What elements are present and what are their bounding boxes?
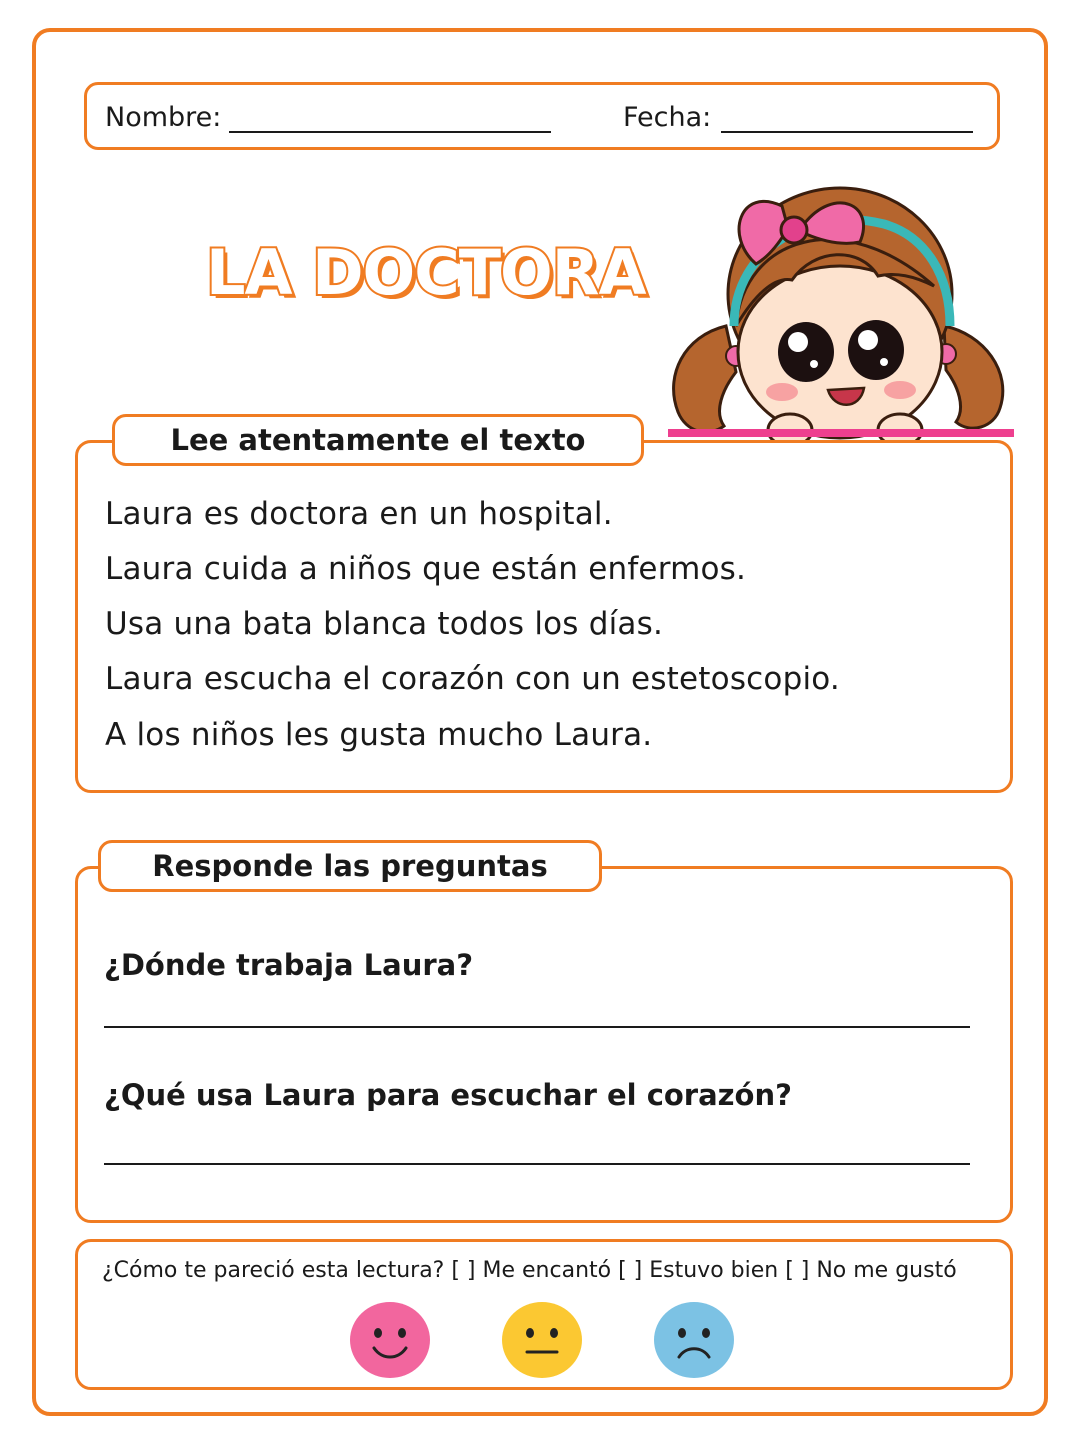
- questions-box: [75, 866, 1013, 1223]
- answer-line-2[interactable]: [104, 1163, 970, 1165]
- sad-face-icon[interactable]: [654, 1302, 734, 1378]
- questions-tab: Responde las preguntas: [98, 840, 602, 892]
- neutral-face-icon[interactable]: [502, 1302, 582, 1378]
- name-date-box: [84, 82, 1000, 150]
- date-field[interactable]: [721, 131, 973, 133]
- reading-tab: Lee atentamente el texto: [112, 414, 644, 466]
- reading-line: Usa una bata blanca todos los días.: [105, 606, 663, 642]
- date-label: Fecha:: [623, 102, 712, 133]
- worksheet-title: LA DOCTORA: [206, 236, 646, 309]
- reading-line: Laura escucha el corazón con un estetoscopio.: [105, 661, 840, 697]
- question-2: ¿Qué usa Laura para escuchar el corazón?: [104, 1078, 792, 1112]
- happy-face-icon[interactable]: [350, 1302, 430, 1378]
- answer-line-1[interactable]: [104, 1026, 970, 1028]
- rating-prompt: ¿Cómo te pareció esta lectura? [ ] Me encantó [ ] Estuvo bien [ ] No me gustó: [102, 1258, 957, 1283]
- name-label: Nombre:: [105, 102, 222, 133]
- reading-line: A los niños les gusta mucho Laura.: [105, 717, 653, 753]
- pink-ledge: [668, 429, 1014, 437]
- question-1: ¿Dónde trabaja Laura?: [104, 948, 474, 982]
- girl-illustration: [664, 176, 1016, 444]
- reading-line: Laura cuida a niños que están enfermos.: [105, 551, 747, 587]
- name-field[interactable]: [229, 131, 551, 133]
- reading-line: Laura es doctora en un hospital.: [105, 496, 613, 532]
